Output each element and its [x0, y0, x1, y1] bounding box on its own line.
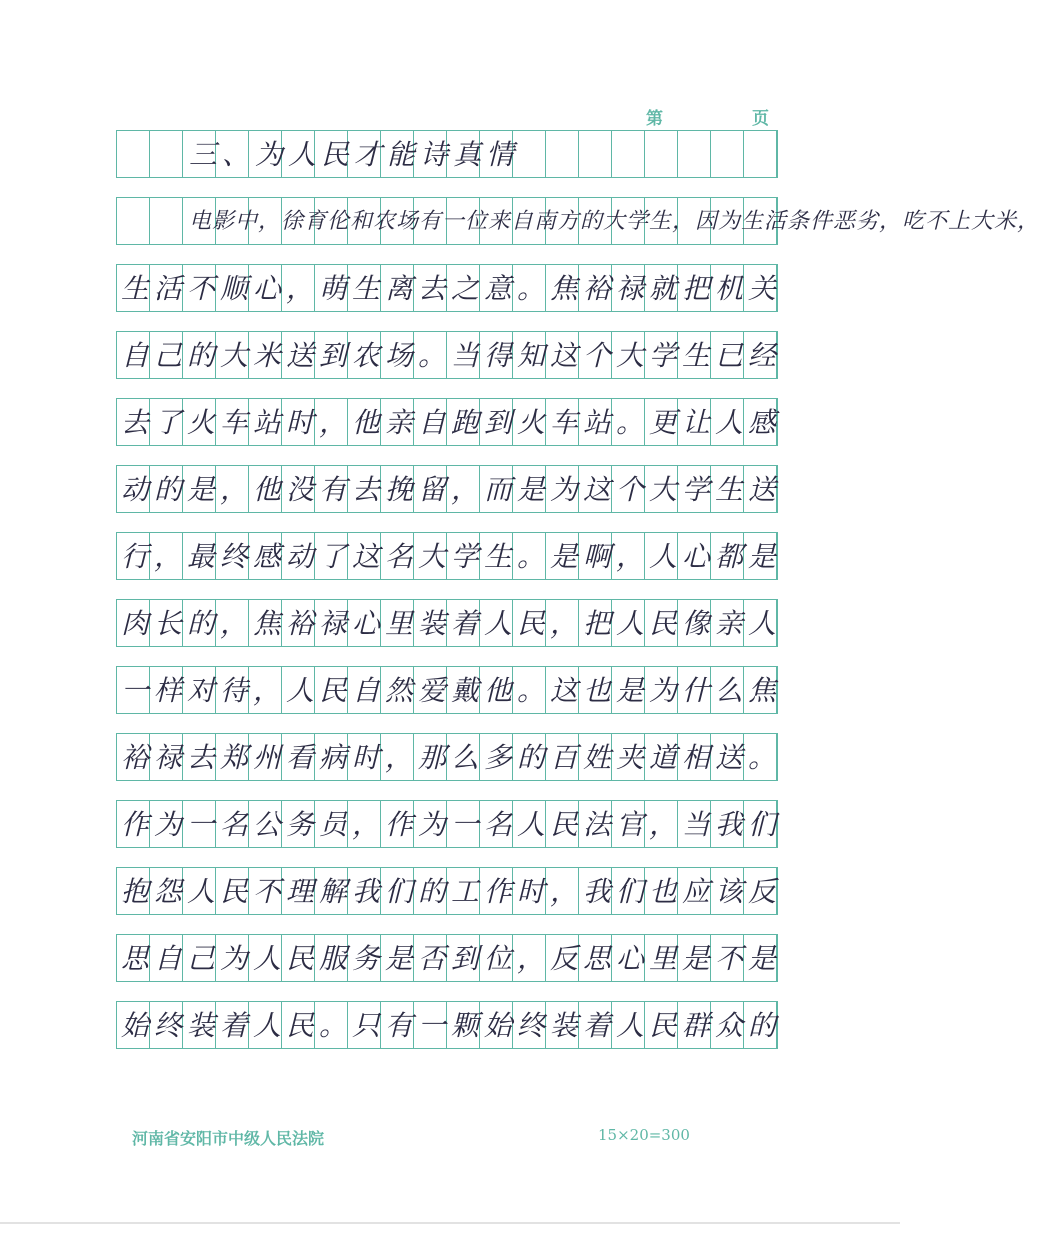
- scan-edge-line: [0, 1222, 900, 1224]
- handwritten-line: 裕禄去郑州看病时，那么多的百姓夹道相送。: [121, 741, 782, 774]
- grid-spec: 15×20=300: [598, 1126, 690, 1144]
- grid-row: [116, 733, 782, 781]
- handwritten-line: 动的是，他没有去挽留，而是为这个大学生送: [121, 473, 782, 506]
- page-label-di: 第: [646, 109, 663, 129]
- grid-row: [116, 197, 1040, 245]
- grid-row: [116, 130, 778, 178]
- handwritten-line: 始终装着人民。只有一颗始终装着人民群众的: [121, 1009, 782, 1042]
- handwritten-line: 三、为人民才能诗真情: [189, 138, 520, 171]
- handwritten-line: 思自己为人民服务是否到位，反思心里是不是: [121, 942, 782, 975]
- grid-row: [116, 867, 782, 915]
- grid-row: [116, 264, 782, 312]
- manuscript-grid: [116, 130, 1040, 1068]
- page-label-ye: 页: [752, 109, 769, 129]
- handwritten-line: 肉长的，焦裕禄心里装着人民，把人民像亲人: [121, 607, 782, 640]
- handwritten-line: 作为一名公务员，作为一名人民法官，当我们: [121, 808, 782, 841]
- handwritten-line: 抱怨人民不理解我们的工作时，我们也应该反: [121, 875, 782, 908]
- institution-name: 河南省安阳市中级人民法院: [132, 1129, 325, 1148]
- grid-row: [116, 599, 782, 647]
- handwritten-line: 一样对待，人民自然爱戴他。这也是为什么焦: [121, 674, 782, 707]
- grid-row: [116, 666, 782, 714]
- grid-row: [116, 465, 782, 513]
- handwritten-line: 自己的大米送到农场。当得知这个大学生已经: [121, 339, 782, 372]
- grid-row: [116, 331, 782, 379]
- grid-row: [116, 532, 782, 580]
- grid-row: [116, 800, 782, 848]
- handwritten-line: 生活不顺心，萌生离去之意。焦裕禄就把机关: [121, 272, 782, 305]
- handwritten-line: 电影中，徐育伦和农场有一位来自南方的大学生，因为生活条件恶劣，吃不上大米，: [189, 209, 1040, 234]
- grid-row: [116, 934, 782, 982]
- handwritten-line: 去了火车站时，他亲自跑到火车站。更让人感: [121, 406, 782, 439]
- grid-row: [116, 398, 782, 446]
- handwritten-line: 行，最终感动了这名大学生。是啊，人心都是: [121, 540, 782, 573]
- grid-row: [116, 1001, 782, 1049]
